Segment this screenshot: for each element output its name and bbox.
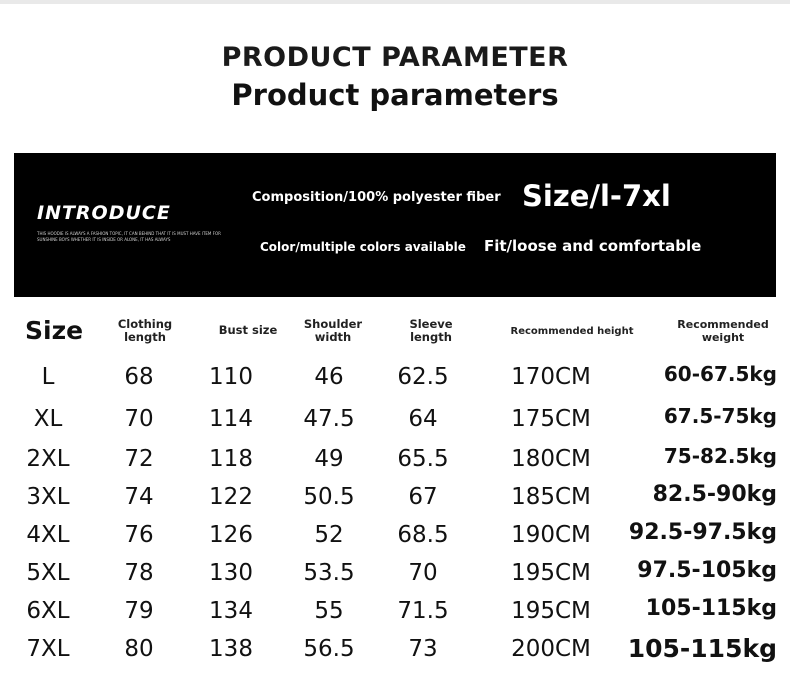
cell-size: 4XL [26,522,70,548]
cell-bust: 118 [209,446,253,472]
header-clothing-length: Clothing length [117,317,173,344]
cell-height: 195CM [511,560,591,586]
page-subtitle: Product parameters [231,78,559,112]
cell-length: 76 [124,522,154,548]
cell-size: 2XL [26,446,70,472]
cell-height: 185CM [511,484,591,510]
cell-bust: 110 [209,364,253,390]
cell-size: 6XL [26,598,70,624]
cell-bust: 130 [209,560,253,586]
cell-size: L [41,364,55,390]
cell-weight: 92.5-97.5kg [628,520,777,545]
cell-length: 74 [124,484,154,510]
cell-bust: 138 [209,636,253,662]
cell-weight: 105-115kg [627,634,777,663]
fit-text: Fit/loose and comfortable [484,237,702,255]
cell-height: 190CM [511,522,591,548]
cell-shoulder: 52 [314,522,344,548]
cell-sleeve: 71.5 [397,598,449,624]
cell-length: 79 [124,598,154,624]
cell-shoulder: 49 [314,446,344,472]
header-size: Size [25,316,84,345]
cell-length: 70 [124,406,154,432]
cell-length: 80 [124,636,154,662]
cell-weight: 82.5-90kg [652,482,777,507]
cell-shoulder: 50.5 [303,484,355,510]
introduce-banner [14,153,776,297]
cell-weight: 105-115kg [645,596,777,621]
cell-weight: 97.5-105kg [637,558,777,583]
introduce-title: INTRODUCE [37,202,171,224]
cell-height: 195CM [511,598,591,624]
cell-bust: 122 [209,484,253,510]
cell-bust: 114 [209,406,253,432]
top-divider [0,0,790,4]
cell-size: XL [33,406,63,432]
cell-shoulder: 53.5 [303,560,355,586]
cell-sleeve: 70 [408,560,438,586]
cell-shoulder: 47.5 [303,406,355,432]
cell-shoulder: 56.5 [303,636,355,662]
cell-shoulder: 55 [314,598,344,624]
cell-weight: 60-67.5kg [663,362,777,386]
cell-length: 68 [124,364,154,390]
cell-height: 170CM [511,364,591,390]
cell-sleeve: 73 [408,636,438,662]
cell-sleeve: 68.5 [397,522,449,548]
cell-sleeve: 64 [408,406,438,432]
cell-height: 200CM [511,636,591,662]
header-sleeve-length: Sleeve length [409,317,453,344]
cell-weight: 75-82.5kg [663,444,777,468]
header-recommended-weight: Recommended weight [677,318,769,344]
cell-length: 78 [124,560,154,586]
cell-size: 3XL [26,484,70,510]
cell-sleeve: 67 [408,484,438,510]
color-text: Color/multiple colors available [260,240,466,254]
page-title: PRODUCT PARAMETER [221,42,569,73]
cell-size: 7XL [26,636,70,662]
cell-length: 72 [124,446,154,472]
cell-bust: 126 [209,522,253,548]
cell-size: 5XL [26,560,70,586]
cell-sleeve: 65.5 [397,446,449,472]
introduce-fine-print: THIS HOODIE IS ALWAYS A FASHION TOPIC, IT CAN BEHIND THAT IT IS MUST HAVE ITEM FOR SUNSHINE BOYS WHETHER IT IS INSIDE OR ALONE, IT HAS ALWAYS [37,231,221,242]
composition-text: Composition/100% polyester fiber [252,190,501,205]
cell-sleeve: 62.5 [397,364,449,390]
cell-weight: 67.5-75kg [663,404,777,428]
cell-bust: 134 [209,598,253,624]
header-shoulder-width: Shoulder width [303,317,363,344]
cell-shoulder: 46 [314,364,344,390]
cell-height: 175CM [511,406,591,432]
header-recommended-height: Recommended height [510,326,634,337]
cell-height: 180CM [511,446,591,472]
size-range-text: Size/l-7xl [522,179,671,213]
header-bust-size: Bust size [218,323,278,337]
